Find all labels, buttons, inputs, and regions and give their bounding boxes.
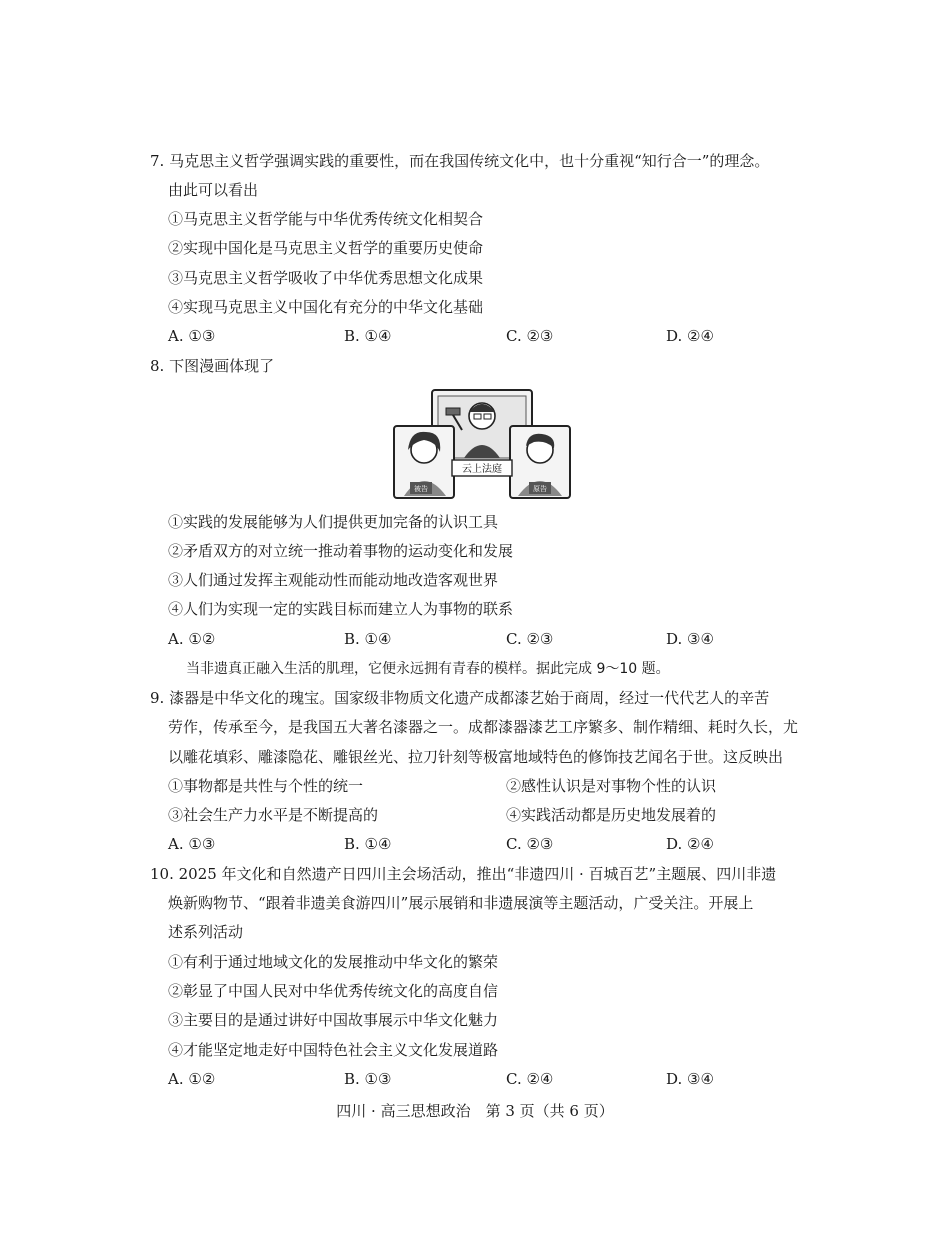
q9-options bbox=[168, 834, 768, 854]
q8-options bbox=[168, 629, 768, 649]
q9-item-1: ①事物都是共性与个性的统一 bbox=[168, 777, 364, 795]
q8-stem: 8. 下图漫画体现了 bbox=[150, 357, 275, 375]
q7-item-2: ②实现中国化是马克思主义哲学的重要历史使命 bbox=[168, 239, 484, 257]
q8-item-3: ③人们通过发挥主观能动性而能动地改造客观世界 bbox=[168, 571, 499, 589]
q9-item-4: ④实践活动都是历史地发展着的 bbox=[506, 806, 717, 824]
q8-item-2: ②矛盾双方的对立统一推动着事物的运动变化和发展 bbox=[168, 542, 514, 560]
q7-item-1: ①马克思主义哲学能与中华优秀传统文化相契合 bbox=[168, 210, 484, 228]
q10-option-a: A. ①② bbox=[168, 1070, 216, 1088]
q10-option-b: B. ①③ bbox=[344, 1070, 392, 1088]
q8-option-d: D. ③④ bbox=[666, 630, 714, 648]
q7-stem-line1: 7. 马克思主义哲学强调实践的重要性，而在我国传统文化中，也十分重视“知行合一”的理念。 bbox=[150, 152, 770, 170]
q9-option-b: B. ①④ bbox=[344, 835, 392, 853]
q9-item-2: ②感性认识是对事物个性的认识 bbox=[506, 777, 717, 795]
q8-option-c: C. ②③ bbox=[506, 630, 554, 648]
q10-item-1: ①有利于通过地域文化的发展推动中华文化的繁荣 bbox=[168, 953, 499, 971]
q9-10-intro: 当非遗真正融入生活的肌理，它便永远拥有青春的模样。据此完成 9～10 题。 bbox=[186, 661, 670, 677]
q9-option-c: C. ②③ bbox=[506, 835, 554, 853]
q7-option-b: B. ①④ bbox=[344, 327, 392, 345]
cloud-court-cartoon bbox=[390, 386, 574, 502]
q8-item-1: ①实践的发展能够为人们提供更加完备的认识工具 bbox=[168, 513, 499, 531]
cloud-court-sign: 云上法庭 bbox=[462, 464, 502, 475]
q7-option-c: C. ②③ bbox=[506, 327, 554, 345]
q9-stem-line1: 9. 漆器是中华文化的瑰宝。国家级非物质文化遗产成都漆艺始于商周，经过一代代艺人的辛苦 bbox=[150, 689, 770, 707]
q9-items-row2 bbox=[168, 805, 788, 825]
q8-option-b: B. ①④ bbox=[344, 630, 392, 648]
q10-option-d: D. ③④ bbox=[666, 1070, 714, 1088]
q8-item-4: ④人们为实现一定的实践目标而建立人为事物的联系 bbox=[168, 600, 514, 618]
q7-options bbox=[168, 326, 768, 346]
q7-option-d: D. ②④ bbox=[666, 327, 714, 345]
q10-stem-line3: 述系列活动 bbox=[168, 923, 244, 941]
q10-item-2: ②彰显了中国人民对中华优秀传统文化的高度自信 bbox=[168, 982, 499, 1000]
q9-items-row1 bbox=[168, 776, 788, 796]
plaintiff-tag: 原告 bbox=[533, 485, 547, 493]
q9-option-a: A. ①③ bbox=[168, 835, 216, 853]
q9-option-d: D. ②④ bbox=[666, 835, 714, 853]
q8-option-a: A. ①② bbox=[168, 630, 216, 648]
q7-stem-line2: 由此可以看出 bbox=[168, 181, 259, 199]
q10-stem-line2: 焕新购物节、“跟着非遗美食游四川”展示展销和非遗展演等主题活动，广受关注。开展上 bbox=[168, 894, 754, 912]
q9-item-3: ③社会生产力水平是不断提高的 bbox=[168, 806, 379, 824]
defendant-tag: 被告 bbox=[414, 485, 428, 493]
q7-option-a: A. ①③ bbox=[168, 327, 216, 345]
q10-options bbox=[168, 1069, 768, 1089]
q10-stem-line1: 10. 2025 年文化和自然遗产日四川主会场活动，推出“非遗四川 · 百城百艺”主题展、四川非遗 bbox=[150, 865, 777, 883]
q7-item-3: ③马克思主义哲学吸收了中华优秀思想文化成果 bbox=[168, 269, 484, 287]
q10-option-c: C. ②④ bbox=[506, 1070, 554, 1088]
q10-item-4: ④才能坚定地走好中国特色社会主义文化发展道路 bbox=[168, 1041, 499, 1059]
page-footer: 四川 · 高三思想政治 第 3 页（共 6 页） bbox=[336, 1102, 614, 1120]
q7-item-4: ④实现马克思主义中国化有充分的中华文化基础 bbox=[168, 298, 484, 316]
q9-stem-line2: 劳作，传承至今，是我国五大著名漆器之一。成都漆器漆艺工序繁多、制作精细、耗时久长，尤 bbox=[168, 718, 799, 736]
q9-stem-line3: 以雕花填彩、雕漆隐花、雕银丝光、拉刀针刻等极富地域特色的修饰技艺闻名于世。这反映出 bbox=[168, 748, 784, 766]
q10-item-3: ③主要目的是通过讲好中国故事展示中华文化魅力 bbox=[168, 1011, 499, 1029]
